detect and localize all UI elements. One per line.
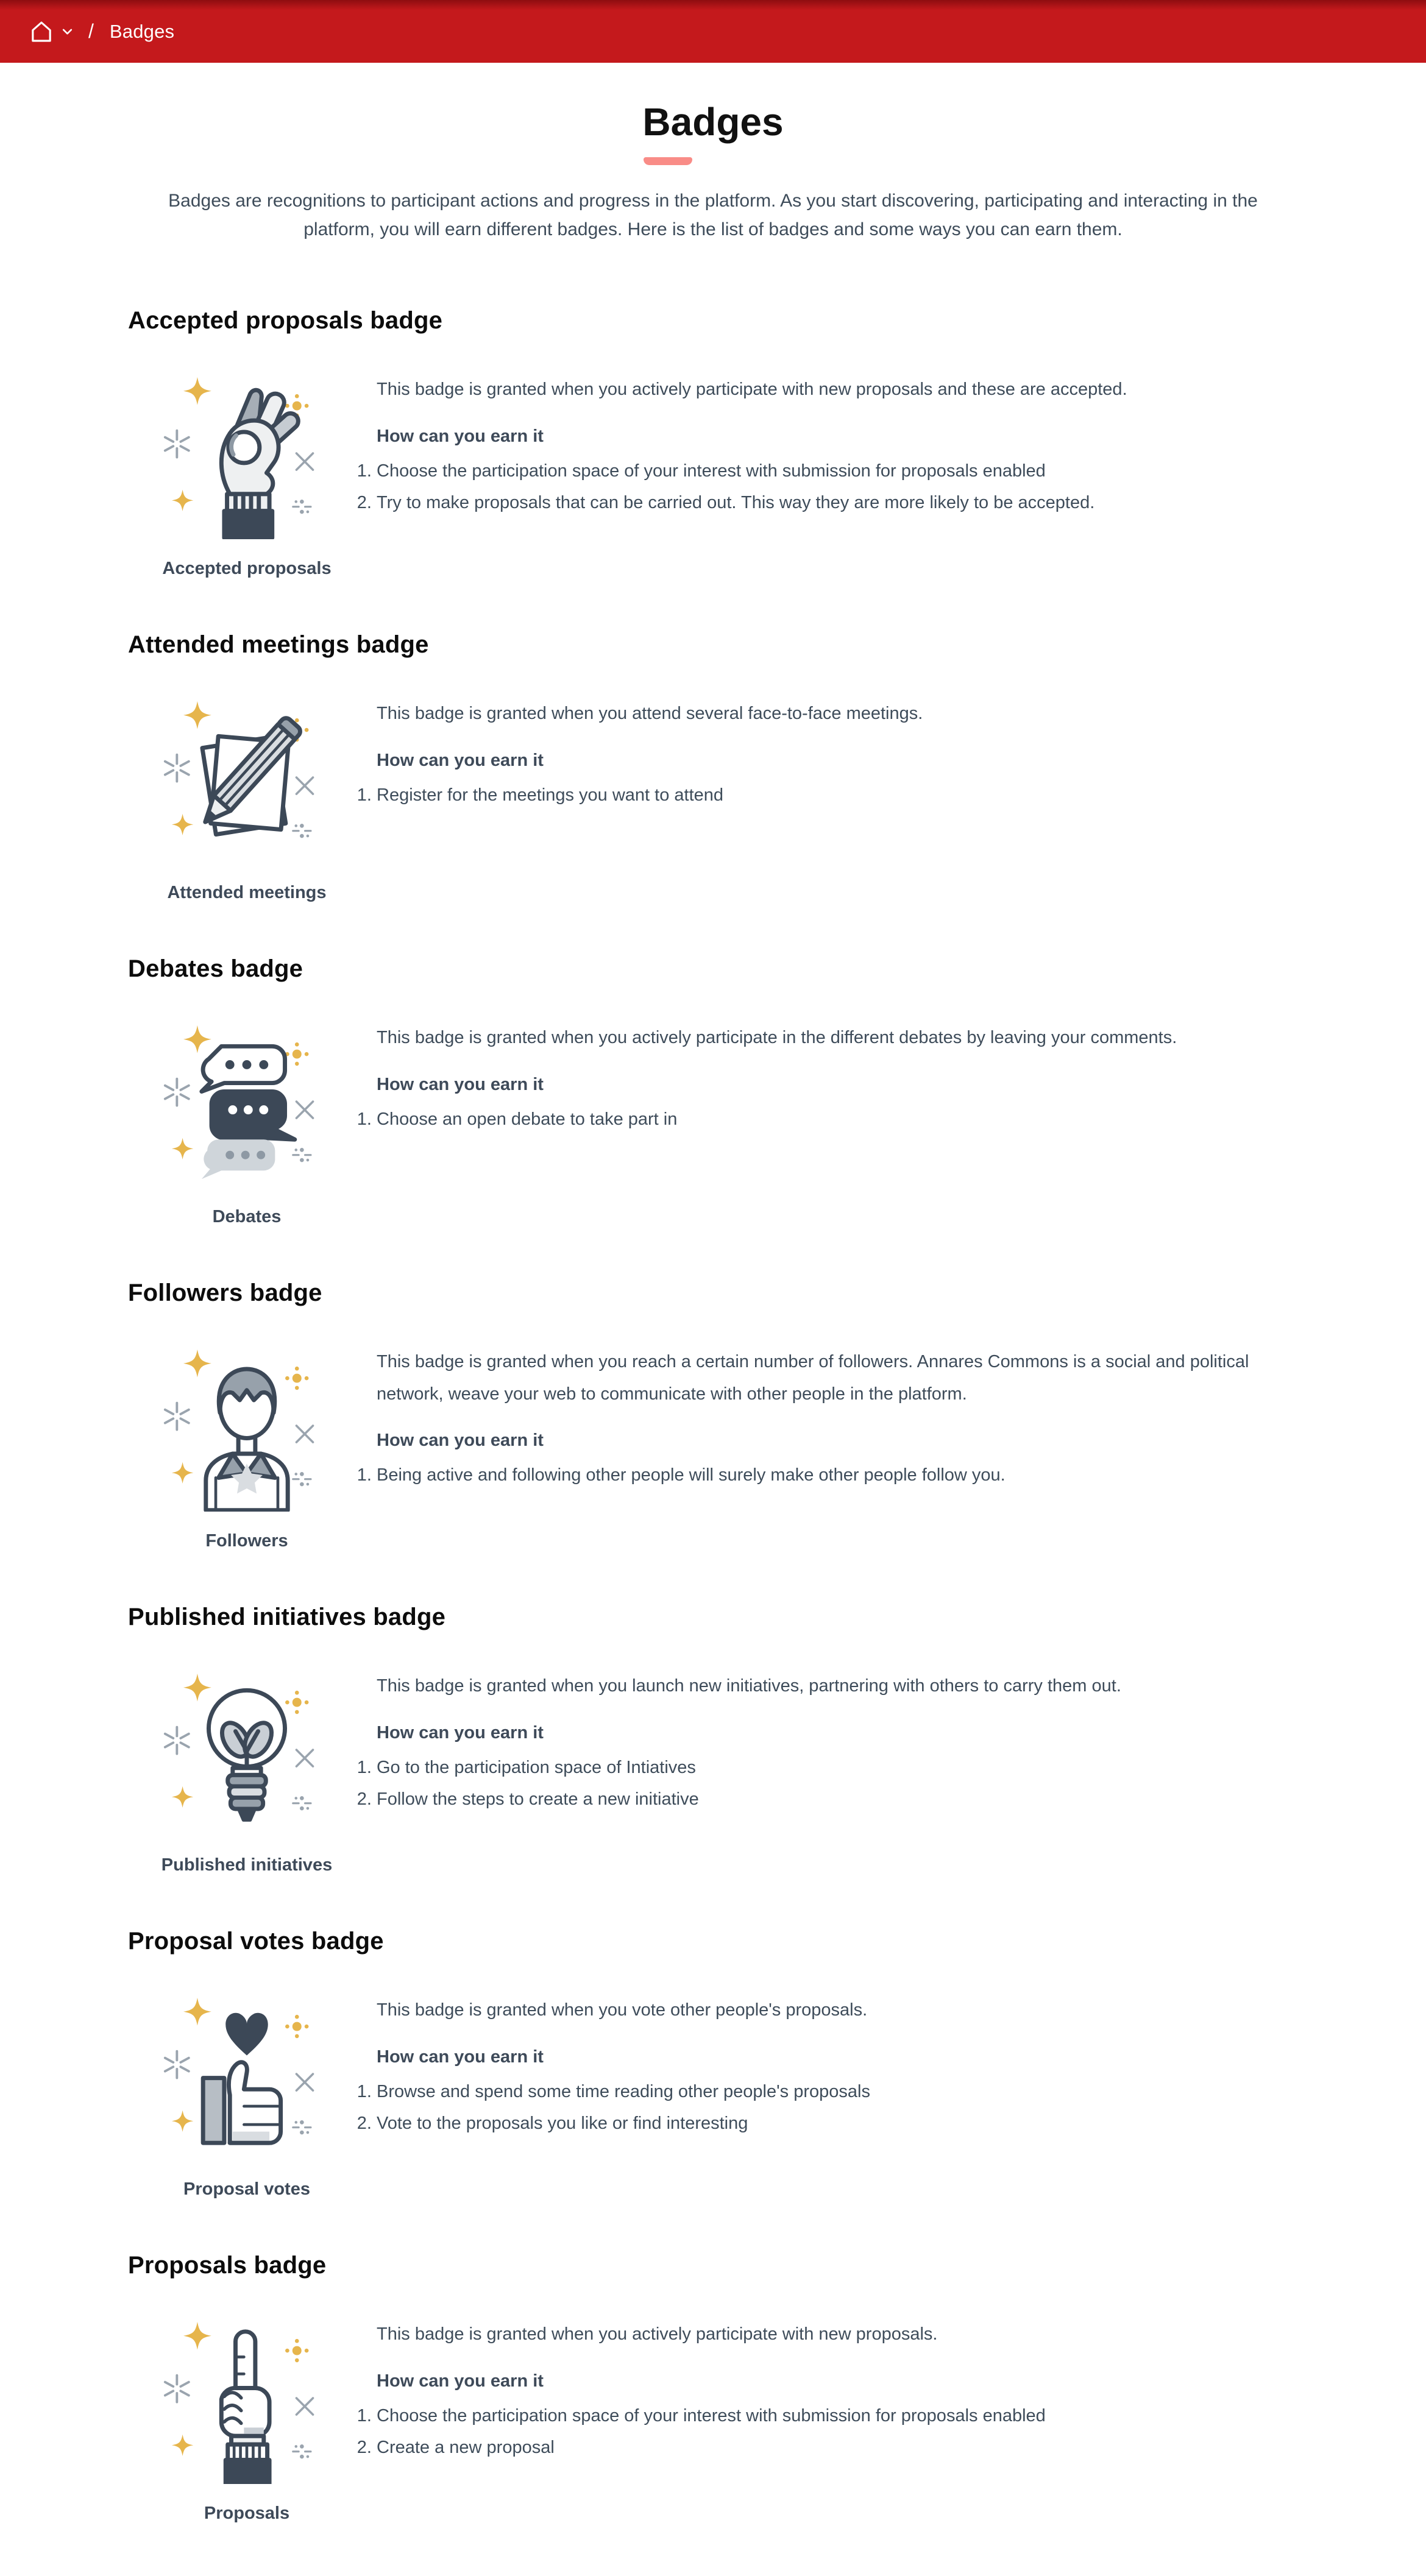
earn-step: 1. Browse and spend some time reading other people's proposals bbox=[377, 2076, 1270, 2107]
earn-step: 1. Go to the participation space of Intiatives bbox=[377, 1752, 1270, 1783]
earn-steps-list bbox=[353, 455, 1270, 518]
badge-section-heading: Published initiatives badge bbox=[128, 1604, 446, 1631]
earn-heading: How can you earn it bbox=[377, 2371, 544, 2391]
lightbulb-icon bbox=[162, 1666, 332, 1836]
badge-section bbox=[128, 1279, 1298, 1551]
earn-step: 1. Register for the meetings you want to attend bbox=[377, 779, 1270, 811]
badge-section-heading: Accepted proposals badge bbox=[128, 307, 443, 334]
badge-section bbox=[128, 955, 1298, 1227]
badge-content bbox=[377, 1018, 1298, 1134]
badge-figure bbox=[155, 694, 338, 903]
badge-caption: Proposals bbox=[204, 2503, 290, 2524]
badge-section-heading: Proposal votes badge bbox=[128, 1928, 384, 1955]
thumbs-up-heart-icon bbox=[162, 1990, 332, 2160]
earn-steps-list bbox=[353, 1103, 1270, 1135]
badge-figure bbox=[155, 1666, 338, 1875]
breadcrumb-separator: / bbox=[88, 20, 94, 42]
badge-section-heading: Proposals badge bbox=[128, 2252, 327, 2279]
breadcrumb-home-link[interactable] bbox=[29, 19, 73, 44]
badge-description: This badge is granted when you actively participate with new proposals. bbox=[377, 2324, 938, 2344]
title-underline bbox=[644, 157, 692, 165]
ok-hand-icon bbox=[162, 370, 332, 539]
earn-step: 1. Choose an open debate to take part in bbox=[377, 1103, 1270, 1135]
earn-heading: How can you earn it bbox=[377, 750, 544, 770]
badge-figure bbox=[155, 1990, 338, 2199]
chevron-down-icon[interactable] bbox=[62, 28, 73, 35]
top-navbar bbox=[0, 0, 1426, 63]
badge-sections bbox=[128, 307, 1298, 2524]
earn-steps-list bbox=[353, 779, 1270, 811]
badge-section-heading: Followers badge bbox=[128, 1279, 322, 1307]
earn-step: 2. Create a new proposal bbox=[377, 2432, 1270, 2463]
earn-heading: How can you earn it bbox=[377, 2047, 544, 2067]
badge-caption: Proposal votes bbox=[183, 2179, 310, 2199]
earn-steps-list bbox=[353, 1752, 1270, 1815]
pointing-hand-icon bbox=[162, 2315, 332, 2484]
pencil-paper-icon bbox=[162, 694, 332, 863]
badge-content bbox=[377, 694, 1298, 810]
badge-content bbox=[377, 1990, 1298, 2139]
badge-section-heading: Attended meetings badge bbox=[128, 631, 429, 659]
badges-page bbox=[128, 63, 1298, 2524]
badge-figure bbox=[155, 2315, 338, 2524]
badge-figure bbox=[155, 1018, 338, 1227]
badge-description: This badge is granted when you actively participate with new proposals and these are accepted. bbox=[377, 380, 1127, 400]
badge-caption: Followers bbox=[205, 1531, 288, 1551]
badge-content bbox=[377, 370, 1298, 518]
earn-step: 1. Choose the participation space of your interest with submission for proposals enabled bbox=[377, 455, 1270, 487]
badge-caption: Published initiatives bbox=[161, 1855, 333, 1875]
earn-heading: How can you earn it bbox=[377, 1430, 544, 1450]
earn-step: 2. Try to make proposals that can be carried out. This way they are more likely to be accepted. bbox=[377, 487, 1270, 518]
earn-steps-list bbox=[353, 2076, 1270, 2139]
earn-heading: How can you earn it bbox=[377, 1074, 544, 1094]
badge-section bbox=[128, 631, 1298, 903]
badge-description: This badge is granted when you actively participate in the different debates by leaving your comments. bbox=[377, 1028, 1177, 1048]
badge-caption: Attended meetings bbox=[167, 883, 327, 903]
earn-steps-list bbox=[353, 2400, 1270, 2463]
badge-figure bbox=[155, 1342, 338, 1551]
earn-step: 2. Follow the steps to create a new initiative bbox=[377, 1783, 1270, 1815]
badge-content bbox=[377, 1666, 1298, 1815]
badge-description: This badge is granted when you launch new initiatives, partnering with others to carry them out. bbox=[377, 1676, 1121, 1696]
badge-description: This badge is granted when you reach a certain number of followers. Annares Commons is a social and political network, weave your web to communicate with other people in the platform. bbox=[377, 1352, 1249, 1404]
badge-section bbox=[128, 2252, 1298, 2524]
earn-steps-list bbox=[353, 1459, 1270, 1491]
home-icon bbox=[29, 19, 54, 44]
badge-description: This badge is granted when you attend several face-to-face meetings. bbox=[377, 704, 923, 724]
badge-section bbox=[128, 1928, 1298, 2199]
badge-section bbox=[128, 1604, 1298, 1875]
breadcrumb-current: Badges bbox=[109, 20, 175, 42]
badge-figure bbox=[155, 370, 338, 579]
earn-step: 2. Vote to the proposals you like or find interesting bbox=[377, 2107, 1270, 2139]
badge-section-heading: Debates badge bbox=[128, 955, 303, 983]
speech-bubbles-icon bbox=[162, 1018, 332, 1187]
breadcrumb bbox=[29, 19, 174, 44]
badge-section bbox=[128, 307, 1298, 579]
intro-paragraph: Badges are recognitions to participant actions and progress in the platform. As you start discovering, participating and interacting in the platform, you will earn different badges. Here is the list of badges and some ways you can earn them. bbox=[168, 191, 1258, 239]
badge-description: This badge is granted when you vote other people's proposals. bbox=[377, 2000, 868, 2020]
earn-step: 1. Choose the participation space of your interest with submission for proposals enabled bbox=[377, 2400, 1270, 2432]
badge-content bbox=[377, 1342, 1298, 1491]
earn-heading: How can you earn it bbox=[377, 1722, 544, 1743]
earn-heading: How can you earn it bbox=[377, 426, 544, 446]
page-title: Badges bbox=[642, 101, 783, 143]
person-avatar-icon bbox=[162, 1342, 332, 1512]
badge-caption: Accepted proposals bbox=[162, 559, 332, 579]
badge-caption: Debates bbox=[212, 1207, 282, 1227]
badge-content bbox=[377, 2315, 1298, 2463]
earn-step: 1. Being active and following other people will surely make other people follow you. bbox=[377, 1459, 1270, 1491]
